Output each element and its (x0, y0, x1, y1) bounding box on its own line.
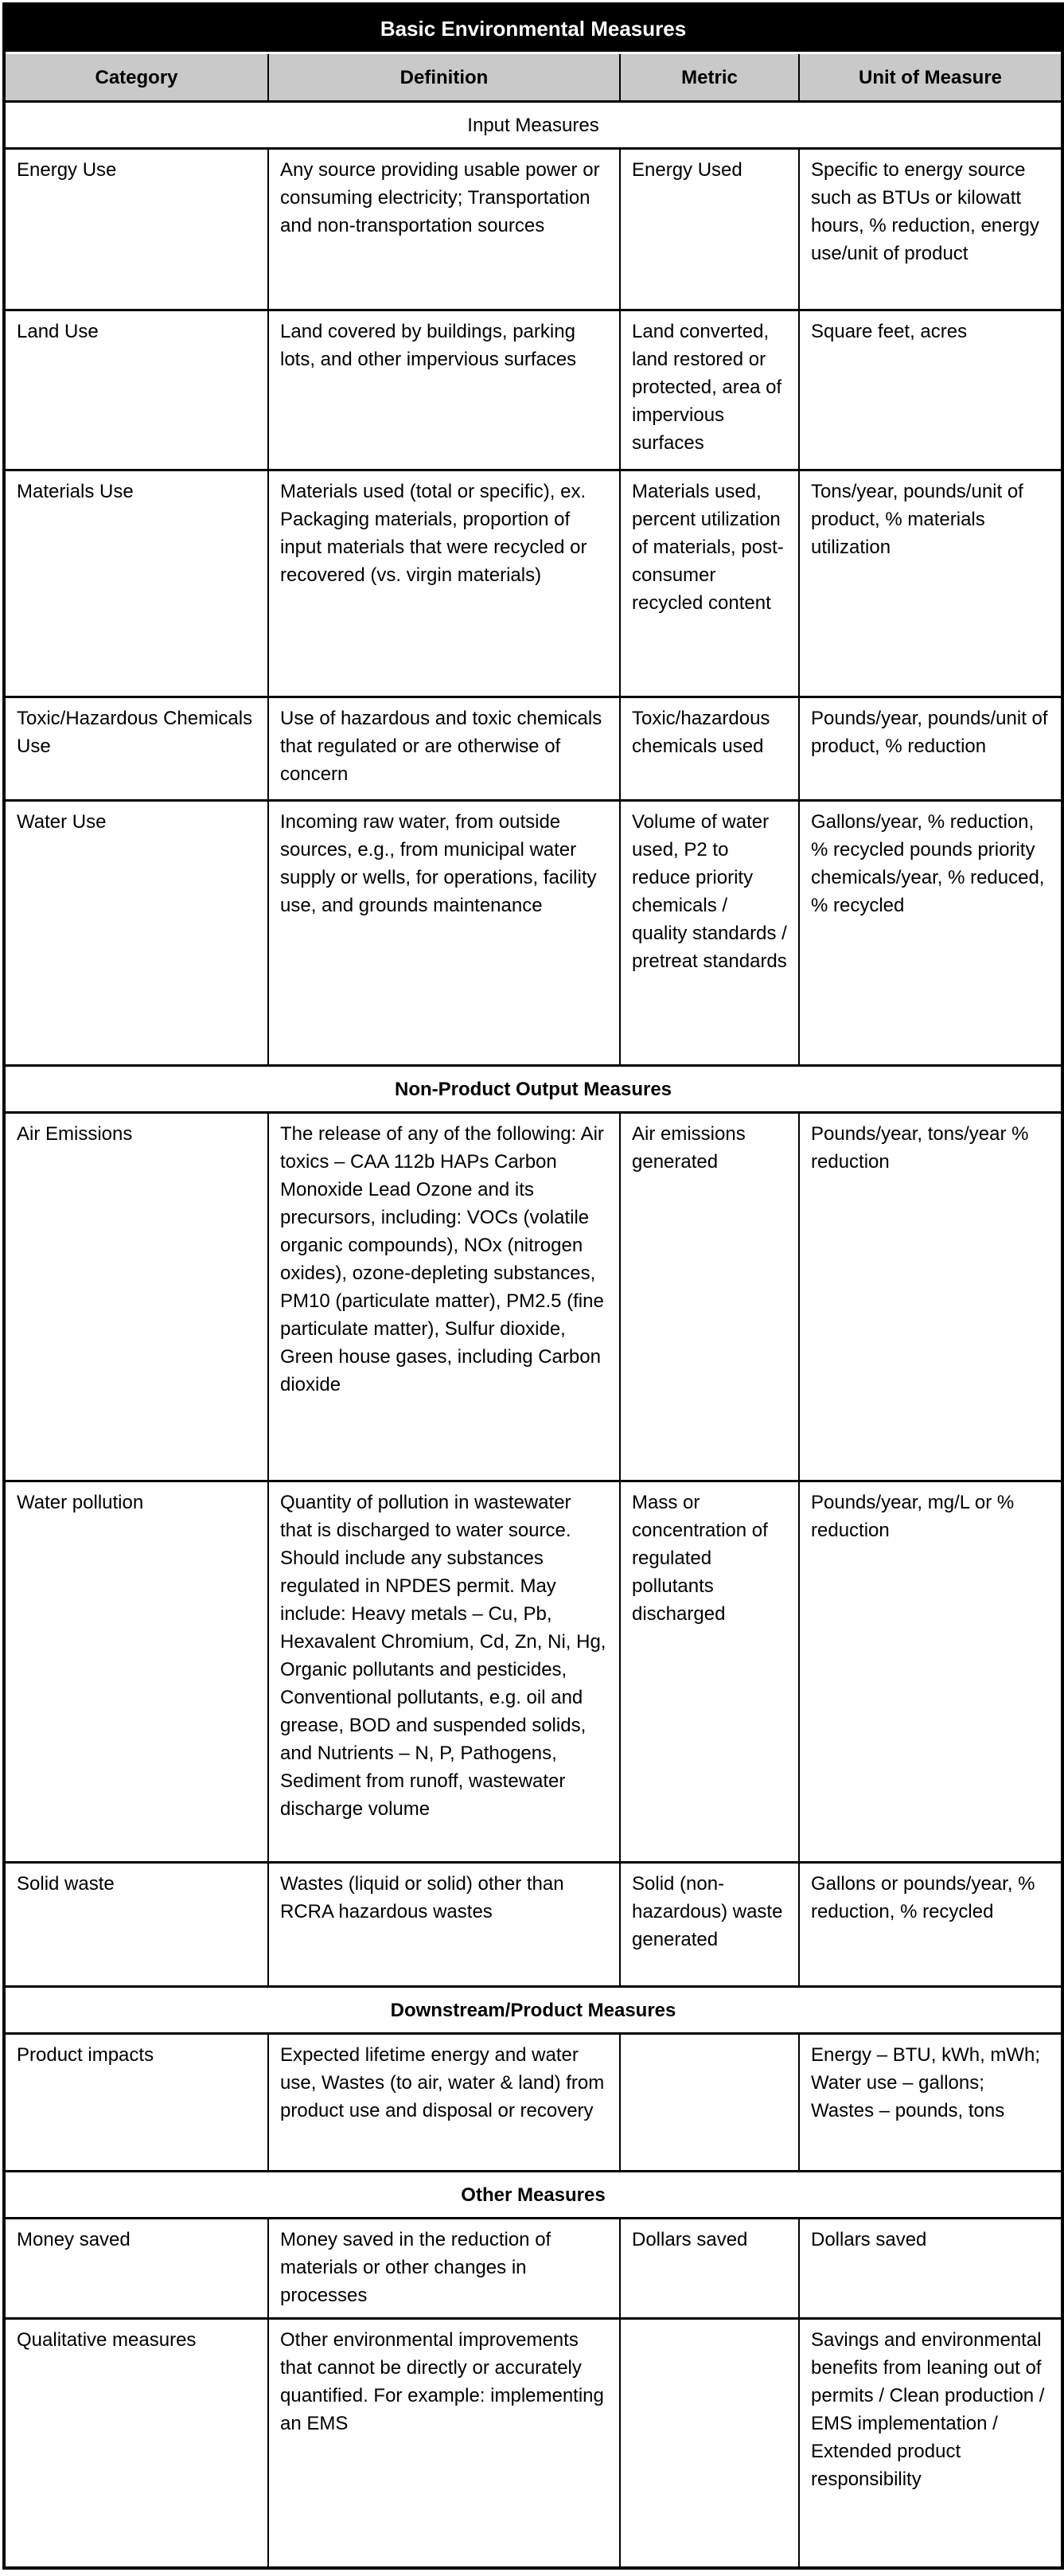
metric-cell: Energy Used (620, 149, 799, 310)
metric-cell (620, 2034, 799, 2172)
section-header-non-product-output-measures (4, 1066, 1062, 1113)
definition-cell: Wastes (liquid or solid) other than RCRA hazardous wastes (268, 1863, 620, 1987)
column-header-category: Category (4, 53, 268, 102)
category-cell: Product impacts (4, 2034, 268, 2172)
category-cell: Air Emissions (4, 1113, 268, 1481)
category-cell: Materials Use (4, 470, 268, 697)
category-cell: Energy Use (4, 149, 268, 310)
metric-cell: Air emissions generated (620, 1113, 799, 1481)
definition-cell: Money saved in the reduction of materials or other changes in processes (268, 2219, 620, 2319)
unit-cell: Energy – BTU, kWh, mWh; Water use – gallons; Wastes – pounds, tons (799, 2034, 1062, 2172)
section-heading: Other Measures (4, 2172, 1062, 2219)
category-cell: Land Use (4, 310, 268, 470)
row-materials-use (4, 470, 1062, 697)
column-header-definition: Definition (268, 53, 620, 102)
definition-cell: The release of any of the following: Air toxics – CAA 112b HAPs Carbon Monoxide Lead Ozone and its precursors, including: VOCs (volatile organic compounds), NOx (nitrogen oxides), ozone-depleting substances, PM10 (particulate matter), PM2.5 (fine particulate matter), Sulfur dioxide, Green house gases, including Carbon dioxide (268, 1113, 620, 1481)
table-title: Basic Environmental Measures (4, 4, 1062, 53)
section-heading: Non-Product Output Measures (4, 1066, 1062, 1113)
unit-cell: Gallons/year, % reduction, % recycled pounds priority chemicals/year, % reduced, % recycled (799, 801, 1062, 1066)
definition-cell: Other environmental improvements that cannot be directly or accurately quantified. For example: implementing an EMS (268, 2319, 620, 2569)
category-cell: Money saved (4, 2219, 268, 2319)
section-heading: Downstream/Product Measures (4, 1987, 1062, 2034)
definition-cell: Any source providing usable power or consuming electricity; Transportation and non-transportation sources (268, 149, 620, 310)
unit-cell: Square feet, acres (799, 310, 1062, 470)
definition-cell: Expected lifetime energy and water use, Wastes (to air, water & land) from product use and disposal or recovery (268, 2034, 620, 2172)
unit-cell: Tons/year, pounds/unit of product, % materials utilization (799, 470, 1062, 697)
category-cell: Solid waste (4, 1863, 268, 1987)
row-air-emissions (4, 1113, 1062, 1481)
metric-cell: Toxic/hazardous chemicals used (620, 697, 799, 801)
category-cell: Qualitative measures (4, 2319, 268, 2569)
row-qualitative-measures (4, 2319, 1062, 2569)
category-cell: Water Use (4, 801, 268, 1066)
column-header-metric: Metric (620, 53, 799, 102)
section-header-other-measures (4, 2172, 1062, 2219)
unit-cell: Pounds/year, tons/year % reduction (799, 1113, 1062, 1481)
section-header-input-measures (4, 102, 1062, 149)
definition-cell: Materials used (total or specific), ex. Packaging materials, proportion of input materials that were recycled or recovered (vs. virgin materials) (268, 470, 620, 697)
section-heading: Input Measures (4, 102, 1062, 149)
unit-cell: Pounds/year, mg/L or % reduction (799, 1481, 1062, 1863)
column-header-unit: Unit of Measure (799, 53, 1062, 102)
unit-cell: Savings and environmental benefits from leaning out of permits / Clean production / EMS implementation / Extended product responsibility (799, 2319, 1062, 2569)
row-land-use (4, 310, 1062, 470)
unit-cell: Dollars saved (799, 2219, 1062, 2319)
definition-cell: Land covered by buildings, parking lots, and other impervious surfaces (268, 310, 620, 470)
definition-cell: Quantity of pollution in wastewater that is discharged to water source. Should include any substances regulated in NPDES permit. May include: Heavy metals – Cu, Pb, Hexavalent Chromium, Cd, Zn, Ni, Hg, Organic pollutants and pesticides, Conventional pollutants, e.g. oil and grease, BOD and suspended solids, and Nutrients – N, P, Pathogens, Sediment from runoff, wastewater discharge volume (268, 1481, 620, 1863)
unit-cell: Pounds/year, pounds/unit of product, % reduction (799, 697, 1062, 801)
metric-cell: Mass or concentration of regulated pollutants discharged (620, 1481, 799, 1863)
unit-cell: Gallons or pounds/year, % reduction, % recycled (799, 1863, 1062, 1987)
row-water-use (4, 801, 1062, 1066)
category-cell: Toxic/Hazardous Chemicals Use (4, 697, 268, 801)
row-energy-use (4, 149, 1062, 310)
unit-cell: Specific to energy source such as BTUs or kilowatt hours, % reduction, energy use/unit of product (799, 149, 1062, 310)
metric-cell: Materials used, percent utilization of materials, post-consumer recycled content (620, 470, 799, 697)
definition-cell: Incoming raw water, from outside sources, e.g., from municipal water supply or wells, for operations, facility use, and grounds maintenance (268, 801, 620, 1066)
environmental-measures-table (2, 2, 1064, 2570)
metric-cell (620, 2319, 799, 2569)
row-money-saved (4, 2219, 1062, 2319)
row-solid-waste (4, 1863, 1062, 1987)
definition-cell: Use of hazardous and toxic chemicals that regulated or are otherwise of concern (268, 697, 620, 801)
row-water-pollution (4, 1481, 1062, 1863)
row-product-impacts (4, 2034, 1062, 2172)
metric-cell: Land converted, land restored or protected, area of impervious surfaces (620, 310, 799, 470)
section-header-downstream-product-measures (4, 1987, 1062, 2034)
metric-cell: Solid (non-hazardous) waste generated (620, 1863, 799, 1987)
table-title-row (4, 4, 1062, 53)
category-cell: Water pollution (4, 1481, 268, 1863)
column-header-row (4, 53, 1062, 102)
row-toxic-chemicals-use (4, 697, 1062, 801)
metric-cell: Volume of water used, P2 to reduce priority chemicals / quality standards / pretreat standards (620, 801, 799, 1066)
metric-cell: Dollars saved (620, 2219, 799, 2319)
